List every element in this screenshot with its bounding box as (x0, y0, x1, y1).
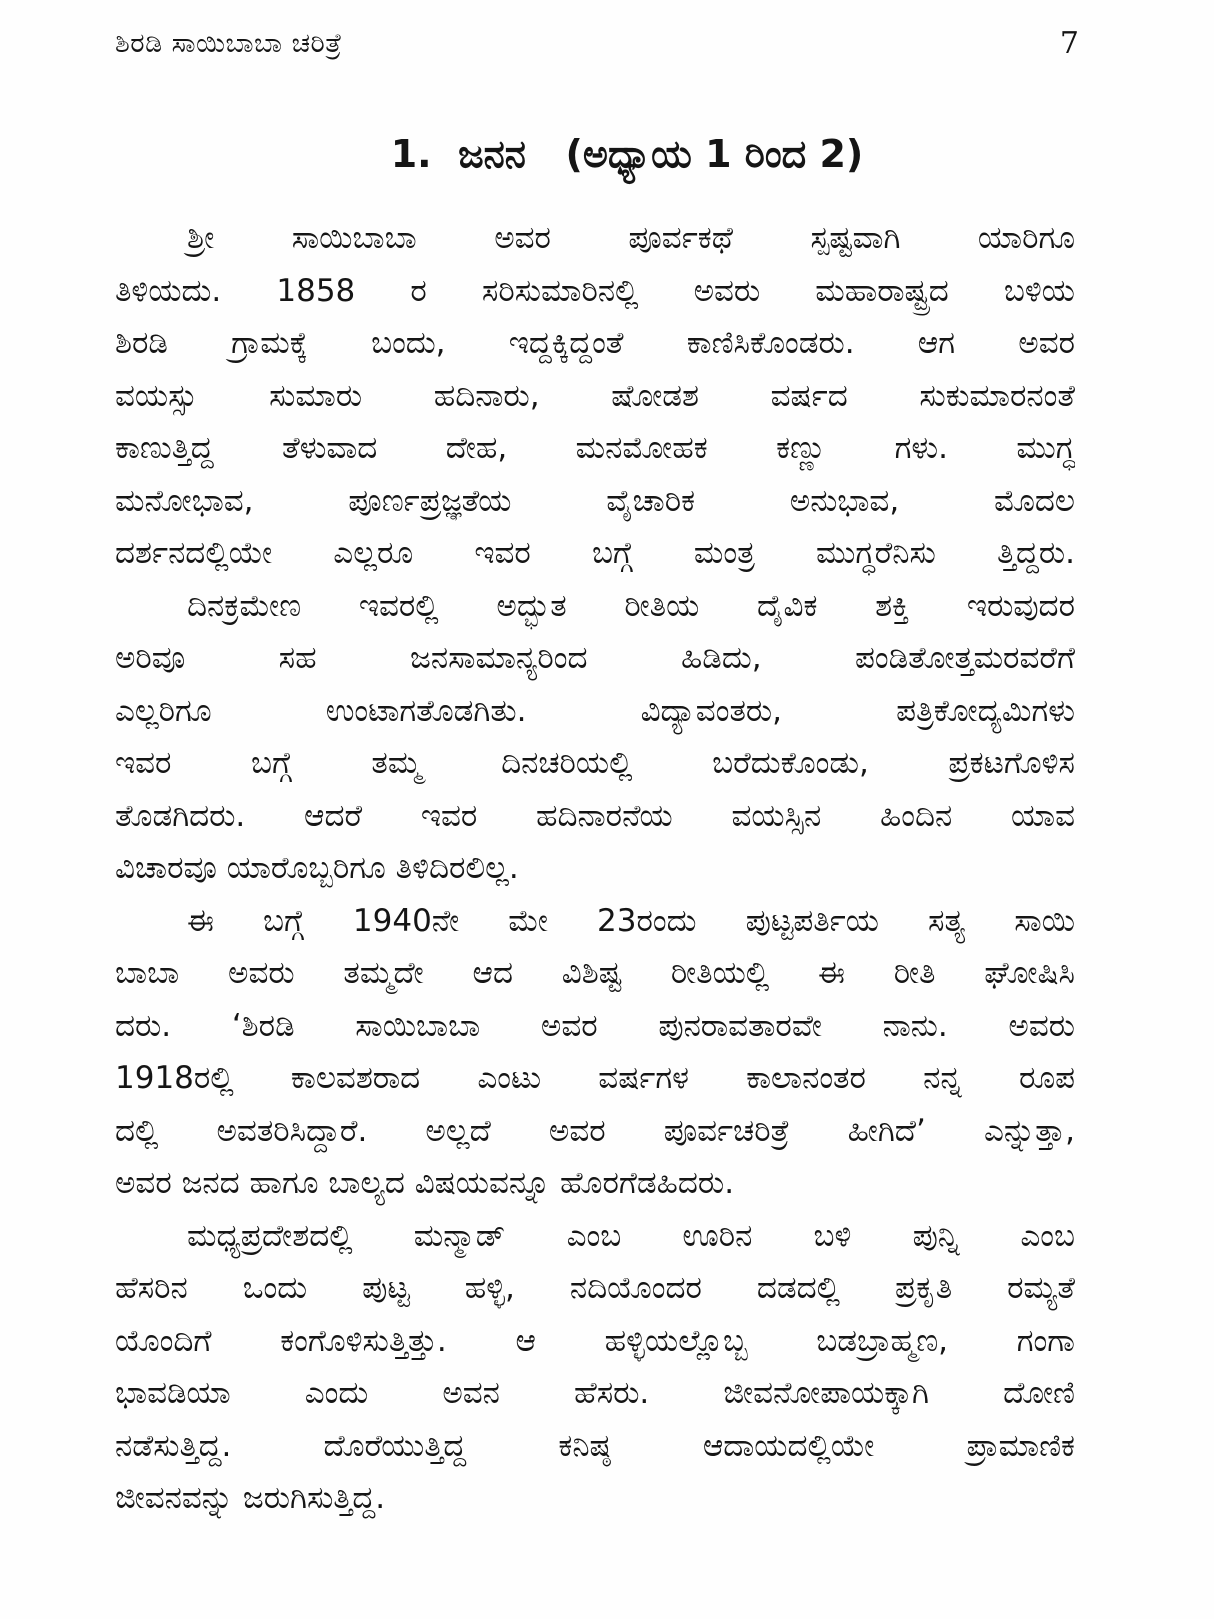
text-line: ನಡೆಸುತ್ತಿದ್ದ. ದೊರೆಯುತ್ತಿದ್ದ ಕನಿಷ್ಠ ಆದಾಯದಲ್ಲಿಯೇ ಪ್ರಾಮಾಣಿಕ (115, 1427, 1075, 1464)
page-number: 7 (1059, 26, 1079, 61)
text-line: ಮನೋಭಾವ, ಪೂರ್ಣಪ್ರಜ್ಞತೆಯ ವೈಚಾರಿಕ ಅನುಭಾವ, ಮೊದಲ (115, 482, 1075, 519)
text-line: ಬಾಬಾ ಅವರು ತಮ್ಮದೇ ಆದ ವಿಶಿಷ್ಟ ರೀತಿಯಲ್ಲಿ ಈ ರೀತಿ ಘೋಷಿಸಿ (115, 955, 1075, 991)
text-line: ತೊಡಗಿದರು. ಆದರೆ ಇವರ ಹದಿನಾರನೆಯ ವಯಸ್ಸಿನ ಹಿಂದಿನ ಯಾವ (115, 797, 1075, 834)
text-line: ವಯಸ್ಸು ಸುಮಾರು ಹದಿನಾರು, ಷೋಡಶ ವರ್ಷದ ಸುಕುಮಾರನಂತೆ (115, 377, 1075, 414)
text-line: ಅವರ ಜನದ ಹಾಗೂ ಬಾಲ್ಯದ ವಿಷಯವನ್ನೂ ಹೊರಗೆಡಹಿದರು. (115, 1165, 735, 1201)
text-line: ಶ್ರೀ ಸಾಯಿಬಾಬಾ ಅವರ ಪೂರ್ವಕಥೆ ಸ್ಪಷ್ಟವಾಗಿ ಯಾರಿಗೂ (187, 220, 1075, 256)
text-line: ಯೊಂದಿಗೆ ಕಂಗೊಳಿಸುತ್ತಿತ್ತು. ಆ ಹಳ್ಳಿಯಲ್ಲೊಬ್ಬ ಬಡಬ್ರಾಹ್ಮಣ, ಗಂಗಾ (115, 1322, 1075, 1359)
paragraph-3 (115, 895, 1075, 1210)
text-line: 1918ರಲ್ಲಿ ಕಾಲವಶರಾದ ಎಂಟು ವರ್ಷಗಳ ಕಾಲಾನಂತರ ನನ್ನ ರೂಪ (115, 1060, 1075, 1096)
text-line: ಭಾವಡಿಯಾ ಎಂದು ಅವನ ಹೆಸರು. ಜೀವನೋಪಾಯಕ್ಕಾಗಿ ದೋಣಿ (115, 1375, 1075, 1411)
paragraph-2 (115, 580, 1075, 895)
text-line: ಹೆಸರಿನ ಒಂದು ಪುಟ್ಟ ಹಳ್ಳಿ, ನದಿಯೊಂದರ ದಡದಲ್ಲಿ ಪ್ರಕೃತಿ ರಮ್ಯತೆ (115, 1270, 1075, 1306)
text-line: ಎಲ್ಲರಿಗೂ ಉಂಟಾಗತೊಡಗಿತು. ವಿದ್ಯಾವಂತರು, ಪತ್ರಿಕೋದ್ಯಮಿಗಳು (115, 692, 1075, 729)
text-line: ತಿಳಿಯದು. 1858 ರ ಸರಿಸುಮಾರಿನಲ್ಲಿ ಅವರು ಮಹಾರಾಷ್ಟ್ರದ ಬಳಿಯ (115, 272, 1075, 309)
text-line: ಅರಿವೂ ಸಹ ಜನಸಾಮಾನ್ಯರಿಂದ ಹಿಡಿದು, ಪಂಡಿತೋತ್ತಮರವರೆಗೆ (115, 640, 1075, 676)
text-line: ವಿಚಾರವೂ ಯಾರೊಬ್ಬರಿಗೂ ತಿಳಿದಿರಲಿಲ್ಲ. (115, 850, 519, 886)
running-header: ಶಿರಡಿ ಸಾಯಿಬಾಬಾ ಚರಿತ್ರೆ (115, 28, 343, 59)
chapter-title: 1. ಜನನ (ಅಧ್ಯಾಯ 1 ರಿಂದ 2) (390, 132, 864, 176)
body-text (115, 212, 1075, 1525)
paragraph-4 (115, 1210, 1075, 1525)
paragraph-1 (115, 212, 1075, 580)
text-line: ಮಧ್ಯಪ್ರದೇಶದಲ್ಲಿ ಮನ್ಮಾಡ್ ಎಂಬ ಊರಿನ ಬಳಿ ಪುನ್ನಿ ಎಂಬ (187, 1217, 1075, 1254)
text-line: ಇವರ ಬಗ್ಗೆ ತಮ್ಮ ದಿನಚರಿಯಲ್ಲಿ ಬರೆದುಕೊಂಡು, ಪ್ರಕಟಗೊಳಿಸ (115, 745, 1075, 781)
text-line: ಈ ಬಗ್ಗೆ 1940ನೇ ಮೇ 23ರಂದು ಪುಟ್ಟಪರ್ತಿಯ ಸತ್ಯ ಸಾಯಿ (187, 902, 1075, 939)
text-line: ದರು. ‘ಶಿರಡಿ ಸಾಯಿಬಾಬಾ ಅವರ ಪುನರಾವತಾರವೇ ನಾನು. ಅವರು (115, 1007, 1075, 1044)
text-line: ದರ್ಶನದಲ್ಲಿಯೇ ಎಲ್ಲರೂ ಇವರ ಬಗ್ಗೆ ಮಂತ್ರ ಮುಗ್ಧರೆನಿಸು ತ್ತಿದ್ದರು. (115, 535, 1075, 571)
text-line: ಶಿರಡಿ ಗ್ರಾಮಕ್ಕೆ ಬಂದು, ಇದ್ದಕ್ಕಿದ್ದಂತೆ ಕಾಣಿಸಿಕೊಂಡರು. ಆಗ ಅವರ (115, 325, 1075, 361)
text-line: ಕಾಣುತ್ತಿದ್ದ ತೆಳುವಾದ ದೇಹ, ಮನಮೋಹಕ ಕಣ್ಣು ಗಳು. ಮುಗ್ಧ (115, 430, 1075, 466)
text-line: ಜೀವನವನ್ನು ಜರುಗಿಸುತ್ತಿದ್ದ. (115, 1480, 386, 1516)
text-line: ದಿನಕ್ರಮೇಣ ಇವರಲ್ಲಿ ಅದ್ಭುತ ರೀತಿಯ ದೈವಿಕ ಶಕ್ತಿ ಇರುವುದರ (187, 587, 1075, 624)
text-line: ದಲ್ಲಿ ಅವತರಿಸಿದ್ದಾರೆ. ಅಲ್ಲದೆ ಅವರ ಪೂರ್ವಚರಿತ್ರೆ ಹೀಗಿದೆ’ ಎನ್ನುತ್ತಾ, (115, 1112, 1075, 1149)
